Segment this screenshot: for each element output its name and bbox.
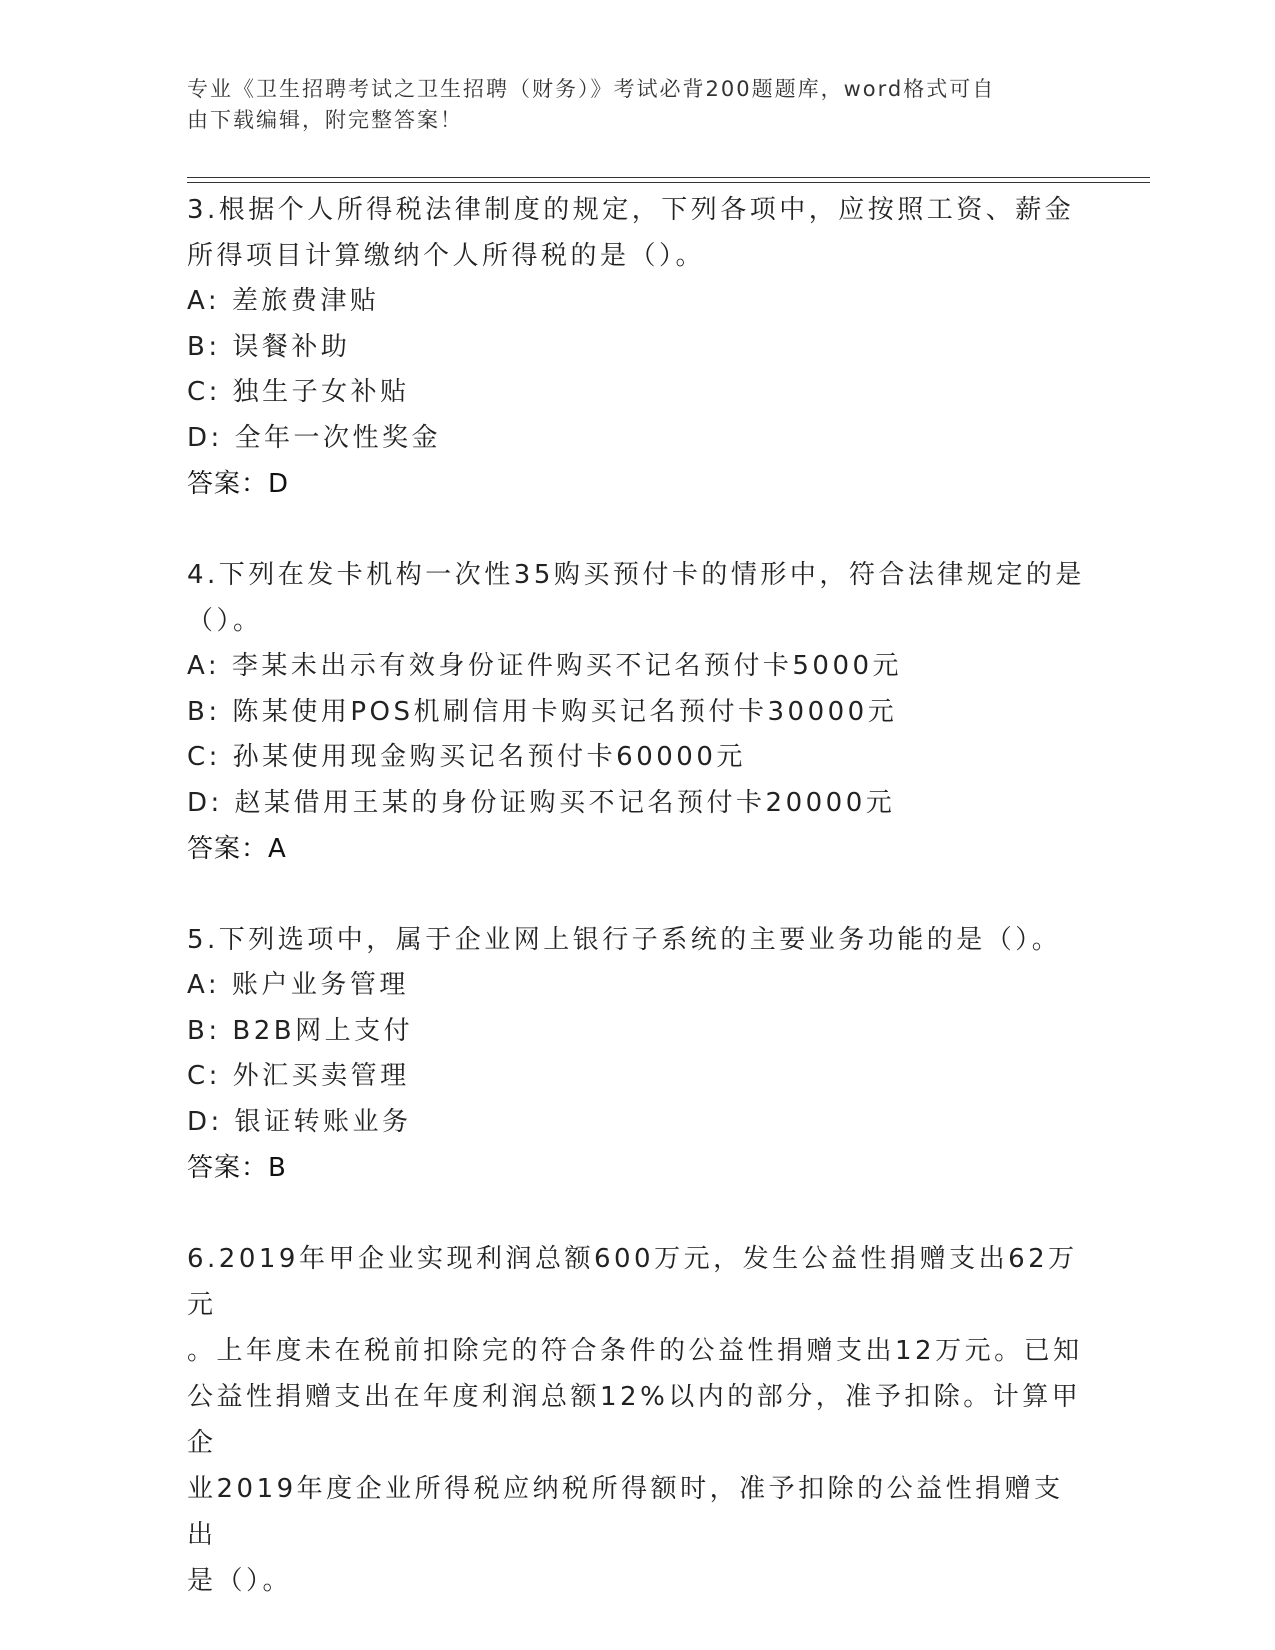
- question-stem-line: 5.下列选项中，属于企业网上银行子系统的主要业务功能的是（）。: [187, 925, 1062, 955]
- question-6: [187, 1236, 1087, 1604]
- option-c: C: 孙某使用现金购买记名预付卡60000元: [187, 742, 746, 772]
- question-stem: [187, 552, 1087, 644]
- header-divider-bottom: [187, 182, 1150, 183]
- option-d: D: 全年一次性奖金: [187, 422, 442, 453]
- question-5: [187, 917, 1087, 1191]
- question-stem: [187, 187, 1087, 279]
- option-d: D: 赵某借用王某的身份证购买不记名预付卡20000元: [187, 787, 896, 818]
- option-c: C: 独生子女补贴: [187, 377, 410, 407]
- question-stem: [187, 1236, 1087, 1604]
- question-3: [187, 187, 1087, 507]
- question-stem-line: 。上年度未在税前扣除完的符合条件的公益性捐赠支出12万元。已知: [187, 1336, 1083, 1366]
- question-stem-line: 所得项目计算缴纳个人所得税的是（）。: [187, 241, 706, 271]
- option-b: B: 误餐补助: [187, 331, 351, 362]
- question-stem-line: 业2019年度企业所得税应纳税所得额时，准予扣除的公益性捐赠支出: [187, 1474, 1064, 1550]
- option-a: A: 差旅费津贴: [187, 286, 380, 316]
- answer: 答案：D: [187, 469, 290, 499]
- question-stem-line: 是（）。: [187, 1566, 293, 1596]
- answer: 答案：A: [187, 834, 287, 864]
- question-stem: [187, 917, 1087, 963]
- option-a: A: 李某未出示有效身份证件购买不记名预付卡5000元: [187, 651, 903, 681]
- option-b: B: B2B网上支付: [187, 1015, 414, 1046]
- header-divider-top: [187, 177, 1150, 178]
- header-title-line-1: 专业《卫生招聘考试之卫生招聘（财务）》考试必背200题题库，word格式可自: [187, 77, 996, 101]
- document-header: [187, 74, 1087, 136]
- option-a: A: 账户业务管理: [187, 970, 409, 1000]
- question-stem-line: （）。: [187, 606, 263, 636]
- question-stem-line: 公益性捐赠支出在年度利润总额12%以内的部分，准予扣除。计算甲企: [187, 1382, 1082, 1458]
- question-4: [187, 552, 1087, 872]
- question-stem-line: 4.下列在发卡机构一次性35购买预付卡的情形中，符合法律规定的是: [187, 560, 1085, 590]
- question-stem-line: 3.根据个人所得税法律制度的规定，下列各项中，应按照工资、薪金: [187, 195, 1075, 225]
- option-c: C: 外汇买卖管理: [187, 1061, 410, 1091]
- option-d: D: 银证转账业务: [187, 1106, 412, 1137]
- option-b: B: 陈某使用POS机刷信用卡购买记名预付卡30000元: [187, 696, 898, 727]
- header-title-line-2: 由下载编辑，附完整答案！: [187, 108, 463, 132]
- answer: 答案：B: [187, 1153, 287, 1183]
- question-stem-line: 6.2019年甲企业实现利润总额600万元，发生公益性捐赠支出62万元: [187, 1244, 1078, 1320]
